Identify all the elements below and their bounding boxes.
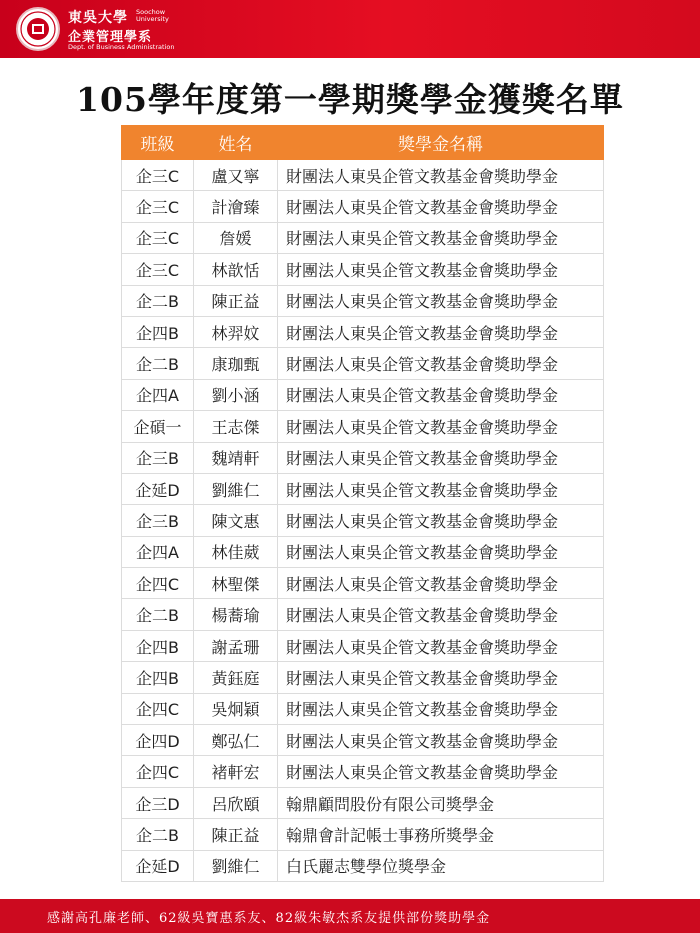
cell-name: 康珈甄 <box>194 348 278 379</box>
cell-name: 計澮臻 <box>194 191 278 222</box>
school-name-cn: 東吳大學 <box>68 10 128 26</box>
cell-name: 林佳葳 <box>194 536 278 567</box>
cell-scholarship: 財團法人東吳企管文教基金會獎助學金 <box>278 630 604 661</box>
cell-class: 企二B <box>122 819 194 850</box>
cell-class: 企四A <box>122 379 194 410</box>
cell-name: 陳正益 <box>194 819 278 850</box>
cell-name: 魏靖軒 <box>194 442 278 473</box>
cell-name: 劉小涵 <box>194 379 278 410</box>
table-row <box>122 254 604 285</box>
cell-scholarship: 財團法人東吳企管文教基金會獎助學金 <box>278 693 604 724</box>
page-title: 105學年度第一學期獎學金獲獎名單 <box>76 80 624 119</box>
cell-class: 企二B <box>122 348 194 379</box>
department-name-en: Dept. of Business Administration <box>68 43 175 51</box>
cell-scholarship: 財團法人東吳企管文教基金會獎助學金 <box>278 568 604 599</box>
cell-class: 企三B <box>122 505 194 536</box>
table-row <box>122 630 604 661</box>
footer-banner <box>0 899 700 933</box>
cell-class: 企三C <box>122 222 194 253</box>
cell-class: 企四C <box>122 756 194 787</box>
cell-scholarship: 財團法人東吳企管文教基金會獎助學金 <box>278 285 604 316</box>
cell-name: 林歆恬 <box>194 254 278 285</box>
cell-scholarship: 財團法人東吳企管文教基金會獎助學金 <box>278 725 604 756</box>
school-name-en-line2: University <box>136 15 169 23</box>
school-name-en-line1: Soochow <box>136 8 166 16</box>
table-row <box>122 819 604 850</box>
cell-class: 企四B <box>122 662 194 693</box>
table-row <box>122 693 604 724</box>
table-row <box>122 850 604 881</box>
cell-name: 謝孟珊 <box>194 630 278 661</box>
table-row <box>122 379 604 410</box>
cell-class: 企三B <box>122 442 194 473</box>
table-row <box>122 536 604 567</box>
cell-scholarship: 財團法人東吳企管文教基金會獎助學金 <box>278 316 604 347</box>
cell-name: 詹媛 <box>194 222 278 253</box>
table-row <box>122 662 604 693</box>
cell-scholarship: 財團法人東吳企管文教基金會獎助學金 <box>278 191 604 222</box>
school-name-en <box>136 9 196 23</box>
table-row <box>122 756 604 787</box>
cell-name: 褚軒宏 <box>194 756 278 787</box>
cell-name: 黃鈺庭 <box>194 662 278 693</box>
cell-class: 企四C <box>122 568 194 599</box>
cell-name: 吳炯穎 <box>194 693 278 724</box>
table-row <box>122 285 604 316</box>
cell-name: 楊蕎瑜 <box>194 599 278 630</box>
table-row <box>122 725 604 756</box>
cell-class: 企碩一 <box>122 411 194 442</box>
cell-name: 林聖傑 <box>194 568 278 599</box>
cell-name: 林羿妏 <box>194 316 278 347</box>
table-row <box>122 787 604 818</box>
cell-scholarship: 財團法人東吳企管文教基金會獎助學金 <box>278 160 604 191</box>
header-banner <box>0 0 700 58</box>
table-row <box>122 442 604 473</box>
column-header-class: 班級 <box>122 126 194 160</box>
cell-class: 企四A <box>122 536 194 567</box>
column-header-name: 姓名 <box>194 126 278 160</box>
table-row <box>122 222 604 253</box>
table-row <box>122 348 604 379</box>
department-name-cn: 企業管理學系 <box>68 30 153 45</box>
cell-class: 企四B <box>122 630 194 661</box>
cell-scholarship: 翰鼎會計記帳士事務所獎學金 <box>278 819 604 850</box>
cell-scholarship: 白氏麗志雙學位獎學金 <box>278 850 604 881</box>
cell-scholarship: 財團法人東吳企管文教基金會獎助學金 <box>278 536 604 567</box>
cell-class: 企延D <box>122 473 194 504</box>
university-seal-icon <box>16 7 60 51</box>
table-row <box>122 411 604 442</box>
cell-scholarship: 財團法人東吳企管文教基金會獎助學金 <box>278 254 604 285</box>
cell-name: 盧又寧 <box>194 160 278 191</box>
scholarship-table <box>121 125 604 882</box>
cell-name: 王志傑 <box>194 411 278 442</box>
cell-class: 企二B <box>122 599 194 630</box>
column-header-scholarship: 獎學金名稱 <box>278 126 604 160</box>
table-header-row <box>122 126 604 160</box>
cell-scholarship: 財團法人東吳企管文教基金會獎助學金 <box>278 473 604 504</box>
cell-scholarship: 財團法人東吳企管文教基金會獎助學金 <box>278 756 604 787</box>
cell-scholarship: 財團法人東吳企管文教基金會獎助學金 <box>278 505 604 536</box>
cell-name: 陳文惠 <box>194 505 278 536</box>
table-row <box>122 505 604 536</box>
cell-scholarship: 翰鼎顧問股份有限公司獎學金 <box>278 787 604 818</box>
cell-scholarship: 財團法人東吳企管文教基金會獎助學金 <box>278 379 604 410</box>
table-row <box>122 316 604 347</box>
cell-name: 劉維仁 <box>194 473 278 504</box>
cell-class: 企三C <box>122 254 194 285</box>
cell-class: 企四B <box>122 316 194 347</box>
table-row <box>122 568 604 599</box>
table-row <box>122 599 604 630</box>
cell-class: 企四D <box>122 725 194 756</box>
table-row <box>122 160 604 191</box>
cell-class: 企三C <box>122 191 194 222</box>
footer-acknowledgement: 感謝高孔廉老師、62級吳寶惠系友、82級朱敏杰系友提供部份獎助學金 <box>47 911 491 926</box>
cell-class: 企二B <box>122 285 194 316</box>
cell-name: 鄭弘仁 <box>194 725 278 756</box>
cell-name: 劉維仁 <box>194 850 278 881</box>
cell-scholarship: 財團法人東吳企管文教基金會獎助學金 <box>278 222 604 253</box>
cell-scholarship: 財團法人東吳企管文教基金會獎助學金 <box>278 662 604 693</box>
table-row <box>122 191 604 222</box>
cell-name: 呂欣頤 <box>194 787 278 818</box>
cell-class: 企三C <box>122 160 194 191</box>
cell-scholarship: 財團法人東吳企管文教基金會獎助學金 <box>278 442 604 473</box>
cell-class: 企四C <box>122 693 194 724</box>
cell-scholarship: 財團法人東吳企管文教基金會獎助學金 <box>278 348 604 379</box>
table-row <box>122 473 604 504</box>
school-logo[interactable] <box>16 6 208 52</box>
cell-name: 陳正益 <box>194 285 278 316</box>
cell-class: 企三D <box>122 787 194 818</box>
cell-scholarship: 財團法人東吳企管文教基金會獎助學金 <box>278 599 604 630</box>
cell-scholarship: 財團法人東吳企管文教基金會獎助學金 <box>278 411 604 442</box>
cell-class: 企延D <box>122 850 194 881</box>
